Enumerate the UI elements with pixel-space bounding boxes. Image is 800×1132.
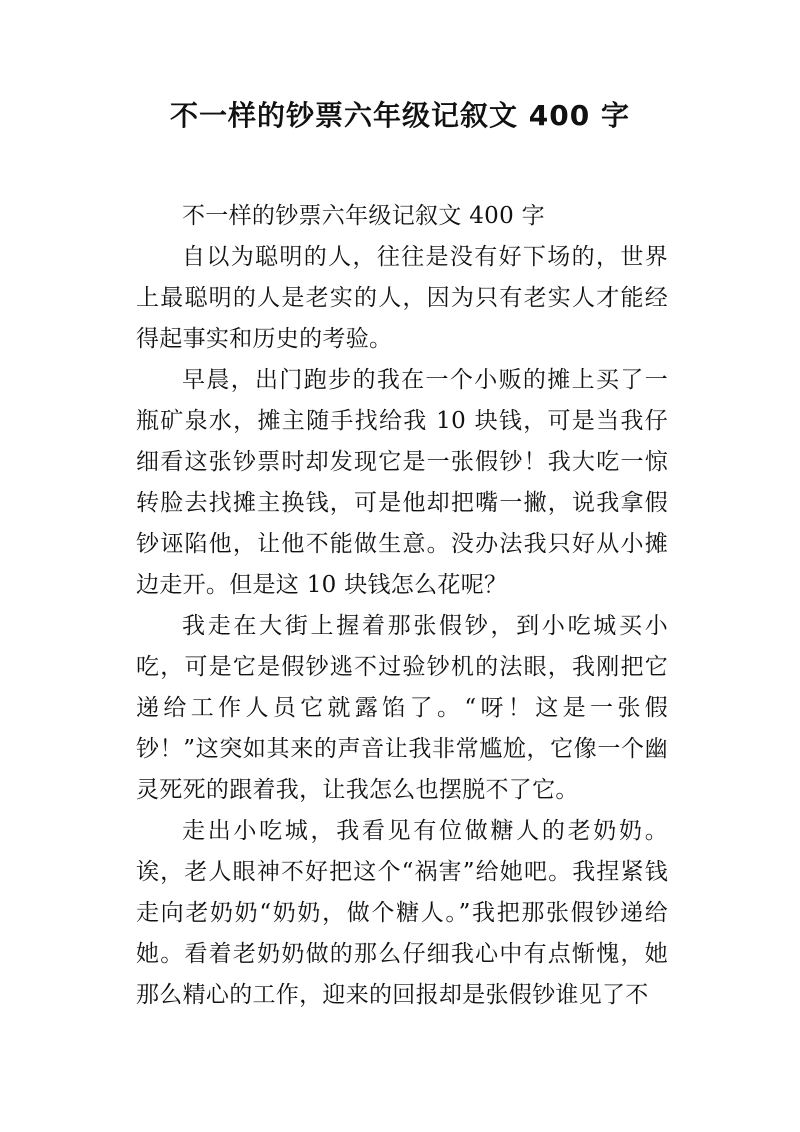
document-body: [136, 196, 668, 1016]
paragraph-grandma: 走出小吃城，我看见有位做糖人的老奶奶。诶，老人眼神不好把这个“祸害”给她吧。我捏紧钱走向老奶奶“奶奶，做个糖人。”我把那张假钞递给她。看着老奶奶做的那么仔细我心中有点惭愧，她那么精心的工作，迎来的回报却是张假钞谁见了不: [136, 818, 668, 1008]
paragraph-subtitle: 不一样的钞票六年级记叙文 400 字: [182, 203, 545, 229]
paragraph-intro: 自以为聪明的人，往往是没有好下场的，世界上最聪明的人是老实的人，因为只有老实人才能经得起事实和历史的考验。: [136, 244, 668, 352]
document-title: 不一样的钞票六年级记叙文 400 字: [170, 99, 630, 132]
paragraph-snack-city: 我走在大街上握着那张假钞，到小吃城买小吃，可是它是假钞逃不过验钞机的法眼，我刚把它递给工作人员它就露馅了。“呀！这是一张假钞！”这突如其来的声音让我非常尴尬，它像一个幽灵死死的跟着我，让我怎么也摆脱不了它。: [136, 613, 668, 803]
paragraph-morning: 早晨，出门跑步的我在一个小贩的摊上买了一瓶矿泉水，摊主随手找给我 10 块钱，可是当我仔细看这张钞票时却发现它是一张假钞！我大吃一惊转脸去找摊主换钱，可是他却把嘴一撇，说我拿假钞诬陷他，让他不能做生意。没办法我只好从小摊边走开。但是这 10 块钱怎么花呢？: [136, 367, 668, 598]
